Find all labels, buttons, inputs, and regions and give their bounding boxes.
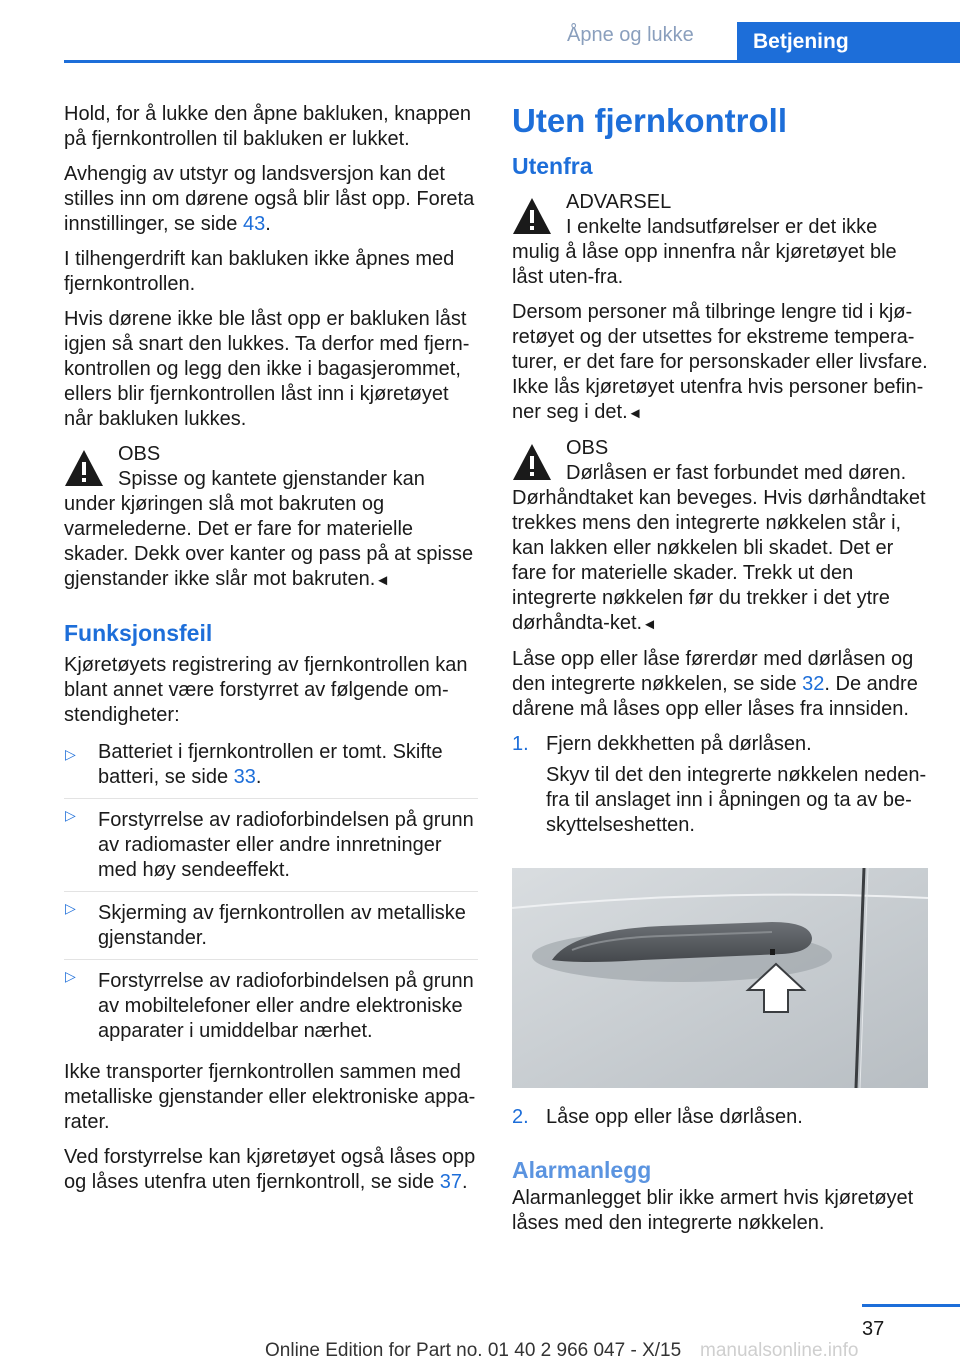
step-item — [512, 1105, 928, 1136]
end-mark-icon: ◄ — [627, 405, 643, 422]
right-column — [512, 102, 928, 1246]
paragraph: I tilhengerdrift kan bakluken ikke åpnes med fjernkontrollen. — [64, 248, 455, 295]
page-title: Uten fjernkontroll — [512, 102, 788, 139]
triangle-bullet-icon: ▷ — [65, 746, 76, 762]
end-mark-icon: ◄ — [642, 616, 657, 633]
section-heading: Funksjonsfeil — [64, 620, 213, 646]
header-chapter-tab: Betjening — [737, 22, 960, 62]
page-number: 37 — [862, 1318, 885, 1340]
header-rule — [64, 60, 960, 63]
paragraph: Ved forstyrrelse kan kjøretøyet også låses opp og låses utenfra uten fjernkontroll, se side 37. — [64, 1146, 476, 1193]
paragraph: Dersom personer må tilbringe lengre tid i kjø-retøyet og der utsettes for ekstreme tempera-turer, er det fare for personskader eller livsfare. Ikke lås kjøretøyet utenfra hvis personer befin-ner seg i det.◄ — [512, 301, 928, 423]
step-text: Låse opp eller låse dørlåsen. — [546, 1106, 803, 1128]
page-link[interactable]: 32 — [802, 673, 825, 695]
step-number: 2. — [512, 1106, 529, 1128]
step-subtext: Skyv til det den integrerte nøkkelen neden-fra til anslaget inn i åpningen og ta av be-skyttelseshetten. — [546, 764, 927, 836]
notice-label: OBS — [566, 437, 609, 459]
bullet-list — [64, 738, 478, 1052]
watermark: manualsonline.info — [700, 1340, 859, 1361]
notice-text: Dørlåsen er fast forbundet med døren. Dørhåndtaket kan beveges. Hvis dørhåndtaket trekkes mens den integrerte nøkkelen står i, kan lakken eller nøkkelen bli skadet. Det er fare for materielle skader. Trekk ut den integrerte nøkkelen før du trekker i det ytre dørhåndta-ket.◄ — [512, 462, 926, 634]
step-list — [512, 1105, 928, 1136]
page-link[interactable]: 43 — [242, 213, 266, 235]
section-heading: Utenfra — [512, 153, 593, 179]
step-item — [512, 732, 928, 844]
list-item: ▷ Forstyrrelse av radioforbindelsen på grunn av mobiltelefoner eller andre elektroniske apparater i umiddelbar nærhet. — [64, 959, 478, 1052]
paragraph: Ikke transporter fjernkontrollen sammen med metalliske gjenstander eller elektroniske appa-rater. — [64, 1061, 476, 1133]
page-link[interactable]: 33 — [233, 766, 256, 788]
list-item: ▷ Batteriet i fjernkontrollen er tomt. Skifte batteri, se side 33. — [65, 741, 443, 788]
paragraph: Låse opp eller låse førerdør med dørlåsen og den integrerte nøkkelen, se side 32. De andre dårene må låses opp eller låses fra innsiden. — [512, 648, 918, 720]
paragraph: Hvis dørene ikke ble låst opp er bakluken låst igjen så snart den lukkes. Ta derfor med fjern-kontrollen og legg den ikke i bagasjerommet, ellers blir fjernkontrollen låst inn i kjøretøyet når bakluken lukkes. — [64, 308, 470, 430]
notice-box — [64, 442, 478, 593]
paragraph: Kjøretøyets registrering av fjernkontrollen kan blant annet være forstyrret av følgende om-stendigheter: — [64, 654, 468, 726]
notice-label: OBS — [118, 443, 161, 465]
warning-triangle-icon — [512, 442, 552, 482]
triangle-bullet-icon: ▷ — [65, 900, 76, 916]
step-number: 1. — [512, 733, 529, 755]
warning-label: ADVARSEL — [566, 191, 672, 213]
header-section-title: Åpne og lukke — [567, 24, 694, 46]
paragraph: Hold, for å lukke den åpne bakluken, knappen på fjernkontrollen til bakluken er lukket. — [64, 103, 471, 150]
left-column — [64, 102, 478, 1205]
triangle-bullet-icon: ▷ — [65, 968, 76, 984]
notice-box — [512, 436, 928, 637]
end-mark-icon: ◄ — [375, 572, 391, 589]
footer-edition: Online Edition for Part no. 01 40 2 966 047 - X/15 — [265, 1340, 682, 1361]
notice-text: Spisse og kantete gjenstander kan under kjøringen slå mot bakruten og varmelederne. Det er fare for materielle skader. Dekk over kanter og pass på at spisse gjenstander ikke slår mot bakruten.◄ — [64, 468, 474, 590]
step-list — [512, 732, 928, 844]
subsection-heading: Alarmanlegg — [512, 1157, 652, 1183]
step-text: Fjern dekkhetten på dørlåsen. — [546, 733, 812, 755]
warning-triangle-icon — [64, 448, 104, 488]
paragraph: Alarmanlegget blir ikke armert hvis kjøretøyet låses med den integrerte nøkkelen. — [512, 1187, 914, 1234]
page-link[interactable]: 37 — [439, 1171, 463, 1193]
triangle-bullet-icon: ▷ — [65, 807, 76, 823]
door-handle-illustration — [512, 868, 928, 1088]
list-item: ▷ Forstyrrelse av radioforbindelsen på grunn av radiomaster eller andre innretninger med høy sendeeffekt. — [64, 798, 478, 891]
warning-triangle-icon — [512, 196, 552, 236]
list-item: ▷ Skjerming av fjernkontrollen av metalliske gjenstander. — [64, 891, 478, 959]
paragraph: Avhengig av utstyr og landsversjon kan det stilles inn om dørene også blir låst opp. Foreta innstillinger, se side 43. — [64, 163, 475, 235]
warning-box — [512, 190, 928, 290]
warning-text: I enkelte landsutførelser er det ikke mulig å låse opp innenfra når kjøretøyet ble låst uten-fra. — [512, 216, 897, 288]
footer-rule — [862, 1304, 960, 1307]
